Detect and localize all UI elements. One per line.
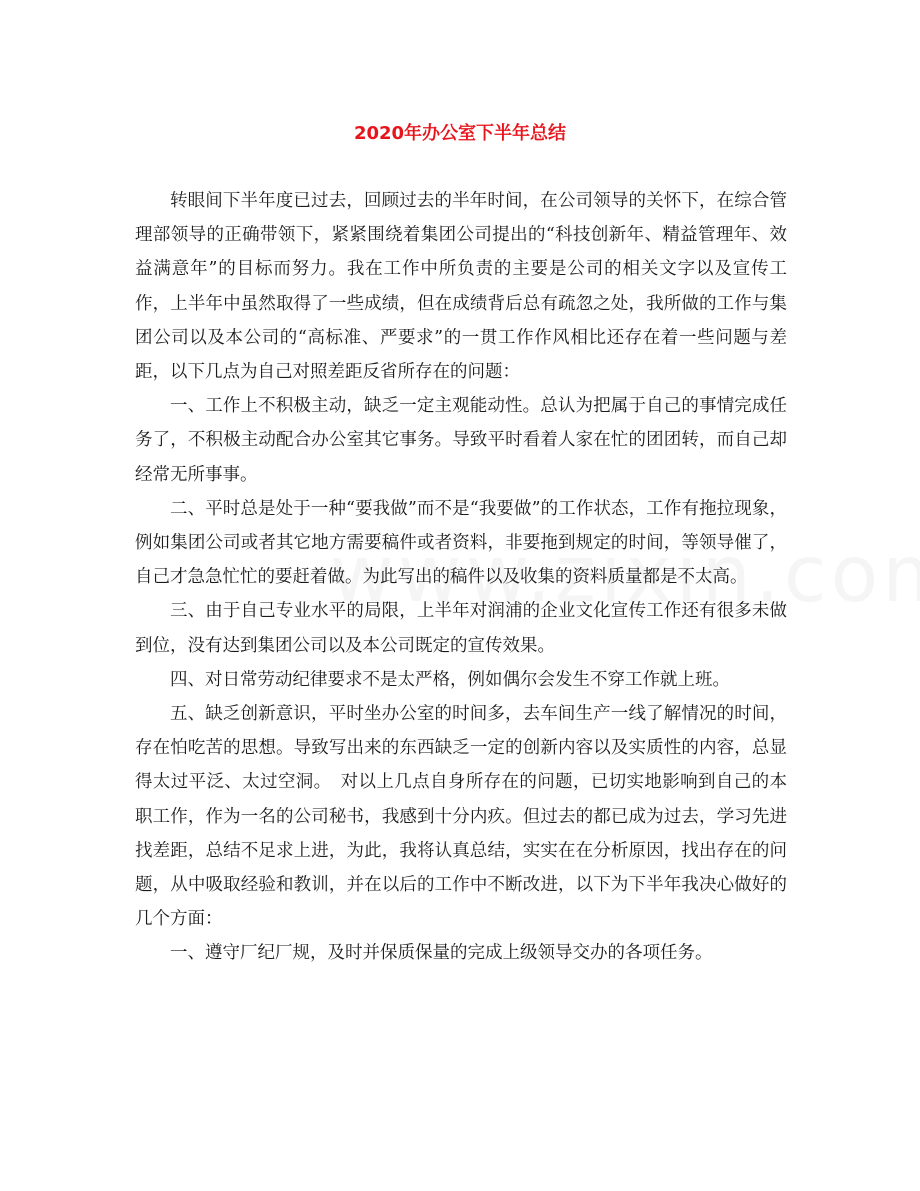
problem-2-paragraph: 二、平时总是处于一种“要我做”而不是“我要做”的工作状态，工作有拖拉现象，例如集团公司或者其它地方需要稿件或者资料，非要拖到规定的时间，等领导催了，自己才急急忙忙的要赶着做。为此写出的稿件以及收集的资料质量都是不太高。 bbox=[135, 498, 787, 588]
document-title: 2020年办公室下半年总结 bbox=[353, 123, 567, 144]
problem-4-paragraph: 四、对日常劳动纪律要求不是太严格，例如偶尔会发生不穿工作就上班。 bbox=[170, 669, 730, 690]
problem-3-paragraph: 三、由于自己专业水平的局限，上半年对润浦的企业文化宣传工作还有很多未做到位，没有达到集团公司以及本公司既定的宣传效果。 bbox=[135, 601, 787, 656]
plan-1-paragraph: 一、遵守厂纪厂规，及时并保质保量的完成上级领导交办的各项任务。 bbox=[170, 943, 713, 964]
problem-5-paragraph: 五、缺乏创新意识，平时坐办公室的时间多，去车间生产一线了解情况的时间，存在怕吃苦的思想。导致写出来的东西缺乏一定的创新内容以及实质性的内容，总显得太过平泛、太过空洞。 对以上几点自身所存在的问题，已切实地影响到自己的本职工作，作为一名的公司秘书，我感到十分内疚。但过去的都已成为过去，学习先进找差距，总结不足求上进，为此，我将认真总结，实实在在分析原因，找出存在的问题，从中吸取经验和教训，并在以后的工作中不断改进，以下为下半年我决心做好的几个方面： bbox=[135, 704, 787, 930]
problem-1-paragraph: 一、工作上不积极主动，缺乏一定主观能动性。总认为把属于自己的事情完成任务了，不积极主动配合办公室其它事务。导致平时看着人家在忙的团团转，而自己却经常无所事事。 bbox=[135, 396, 787, 485]
intro-paragraph: 转眼间下半年度已过去，回顾过去的半年时间，在公司领导的关怀下，在综合管理部领导的正确带领下，紧紧围绕着集团公司提出的“科技创新年、精益管理年、效益满意年”的目标而努力。我在工作中所负责的主要是公司的相关文字以及宣传工作，上半年中虽然取得了一些成绩，但在成绩背后总有疏忽之处，我所做的工作与集团公司以及本公司的“高标准、严要求”的一贯工作作风相比还存在着一些问题与差距，以下几点为自己对照差距反省所存在的问题： bbox=[135, 191, 787, 383]
document-body bbox=[135, 184, 787, 971]
